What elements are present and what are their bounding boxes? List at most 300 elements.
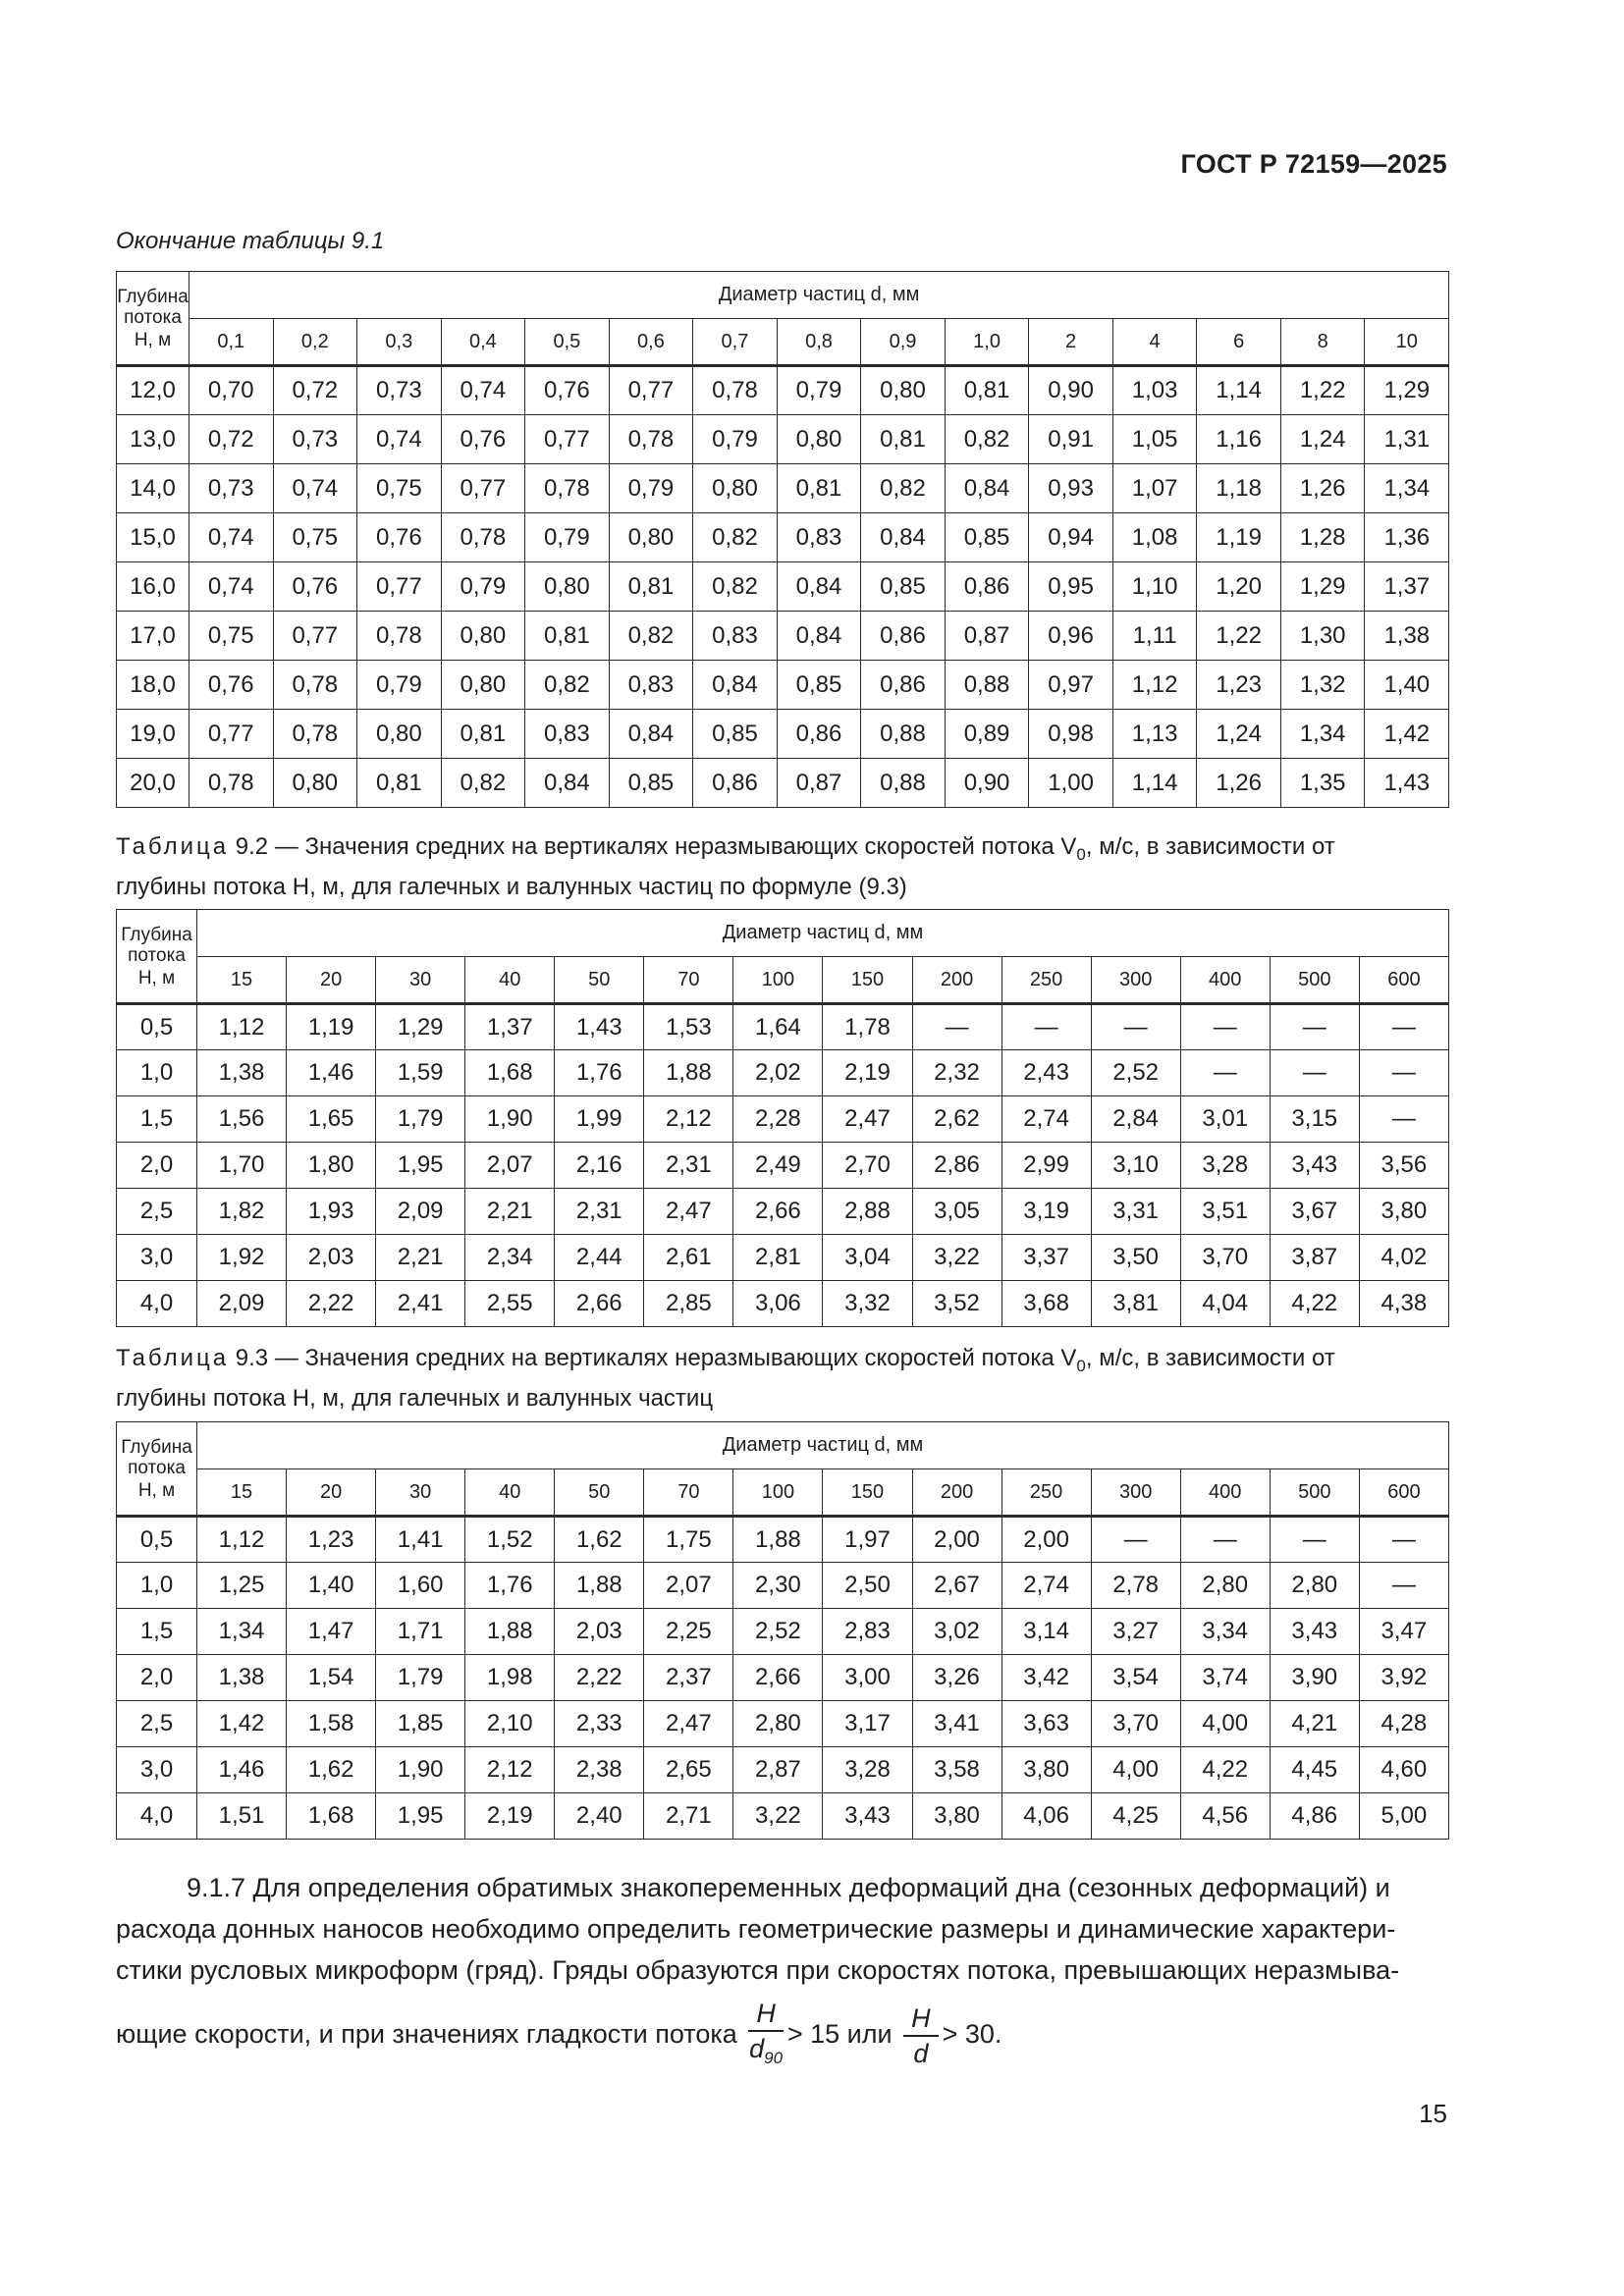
value-cell: 1,37 xyxy=(465,1004,555,1050)
value-cell: 1,95 xyxy=(376,1143,465,1189)
value-cell: 2,07 xyxy=(644,1563,733,1609)
value-cell: 1,70 xyxy=(197,1143,287,1189)
value-cell: 2,34 xyxy=(465,1235,555,1281)
value-cell: 1,51 xyxy=(197,1793,287,1840)
value-cell: 2,80 xyxy=(733,1701,823,1747)
value-cell: 3,90 xyxy=(1270,1655,1359,1701)
row-header-depth: Глубина потока H, м xyxy=(117,910,197,1004)
value-cell: 0,80 xyxy=(441,661,525,710)
value-cell: 0,79 xyxy=(357,661,442,710)
value-cell: 0,74 xyxy=(357,415,442,464)
value-cell: 1,82 xyxy=(197,1189,287,1235)
value-cell: 3,50 xyxy=(1091,1235,1180,1281)
value-cell: 4,56 xyxy=(1180,1793,1270,1840)
value-cell: 1,59 xyxy=(376,1050,465,1096)
table-9-2 xyxy=(116,909,1449,1327)
value-cell: 0,88 xyxy=(945,661,1029,710)
value-cell: 0,79 xyxy=(777,366,861,415)
value-cell: 0,81 xyxy=(357,759,442,808)
value-cell: 1,68 xyxy=(465,1050,555,1096)
column-header: 0,1 xyxy=(189,319,274,366)
value-cell: 1,19 xyxy=(287,1004,376,1050)
table-row xyxy=(117,1143,1449,1189)
value-cell: 3,81 xyxy=(1091,1281,1180,1327)
table-row xyxy=(117,1563,1449,1609)
value-cell: 2,38 xyxy=(555,1747,644,1793)
depth-cell: 13,0 xyxy=(117,415,189,464)
value-cell: 0,74 xyxy=(189,513,274,562)
value-cell: 3,27 xyxy=(1091,1609,1180,1655)
value-cell: 2,31 xyxy=(644,1143,733,1189)
value-cell: 1,18 xyxy=(1197,464,1281,513)
column-header: 70 xyxy=(644,957,733,1004)
value-cell: 1,08 xyxy=(1112,513,1197,562)
value-cell: 3,68 xyxy=(1001,1281,1091,1327)
value-cell: 0,81 xyxy=(609,562,693,612)
value-cell: 1,75 xyxy=(644,1517,733,1563)
value-cell: — xyxy=(912,1004,1001,1050)
column-header: 500 xyxy=(1270,957,1359,1004)
depth-cell: 16,0 xyxy=(117,562,189,612)
paragraph-line-formula: ющие скорости, и при значениях гладкости потока $\frac{H}{d_{90}}$ > 15 или $\frac{H}{d}$ > 30. xyxy=(116,1997,1448,2075)
value-cell: — xyxy=(1359,1050,1448,1096)
value-cell: 2,65 xyxy=(644,1747,733,1793)
value-cell: 2,74 xyxy=(1001,1096,1091,1143)
depth-cell: 0,5 xyxy=(117,1004,197,1050)
value-cell: 0,90 xyxy=(945,759,1029,808)
value-cell: 3,80 xyxy=(912,1793,1001,1840)
column-header: 200 xyxy=(912,1469,1001,1517)
header-particle-diameter: Диаметр частиц d, мм xyxy=(197,910,1449,957)
value-cell: 2,03 xyxy=(555,1609,644,1655)
value-cell: 5,00 xyxy=(1359,1793,1448,1840)
table-row xyxy=(117,1747,1449,1793)
value-cell: 2,25 xyxy=(644,1609,733,1655)
depth-cell: 0,5 xyxy=(117,1517,197,1563)
depth-cell: 20,0 xyxy=(117,759,189,808)
value-cell: — xyxy=(1359,1517,1448,1563)
value-cell: 3,43 xyxy=(1270,1143,1359,1189)
value-cell: 1,98 xyxy=(465,1655,555,1701)
value-cell: 1,35 xyxy=(1280,759,1365,808)
column-header: 150 xyxy=(823,957,912,1004)
value-cell: 1,29 xyxy=(1280,562,1365,612)
value-cell: 1,56 xyxy=(197,1096,287,1143)
value-cell: 0,74 xyxy=(273,464,357,513)
value-cell: 0,81 xyxy=(777,464,861,513)
value-cell: 0,95 xyxy=(1029,562,1113,612)
value-cell: 1,20 xyxy=(1197,562,1281,612)
value-cell: 1,43 xyxy=(555,1004,644,1050)
value-cell: 3,67 xyxy=(1270,1189,1359,1235)
value-cell: 4,25 xyxy=(1091,1793,1180,1840)
value-cell: 2,47 xyxy=(644,1189,733,1235)
depth-cell: 19,0 xyxy=(117,710,189,759)
value-cell: 1,79 xyxy=(376,1655,465,1701)
value-cell: 0,86 xyxy=(945,562,1029,612)
value-cell: 2,31 xyxy=(555,1189,644,1235)
value-cell: 1,88 xyxy=(644,1050,733,1096)
table-row xyxy=(117,1004,1449,1050)
value-cell: 2,49 xyxy=(733,1143,823,1189)
value-cell: 1,25 xyxy=(197,1563,287,1609)
column-header: 600 xyxy=(1359,957,1448,1004)
value-cell: 0,88 xyxy=(861,710,946,759)
value-cell: 0,90 xyxy=(1029,366,1113,415)
value-cell: 1,23 xyxy=(287,1517,376,1563)
column-header: 1,0 xyxy=(945,319,1029,366)
value-cell: 0,97 xyxy=(1029,661,1113,710)
value-cell: 3,80 xyxy=(1359,1189,1448,1235)
page-number: 15 xyxy=(1419,2099,1447,2128)
value-cell: 3,22 xyxy=(912,1235,1001,1281)
table-row xyxy=(117,710,1449,759)
value-cell: 1,34 xyxy=(1280,710,1365,759)
value-cell: — xyxy=(1180,1004,1270,1050)
value-cell: 1,43 xyxy=(1365,759,1449,808)
value-cell: 2,41 xyxy=(376,1281,465,1327)
table-9-2-title: Таблица 9.2 — Значения средних на вертикалях неразмывающих скоростей потока $V_0$, м/с, в зависимости от глубины потока H, м, для галечных и валунных частиц по формуле (9.3) xyxy=(116,833,1335,900)
paragraph-line: 9.1.7 Для определения обратимых знакопеременных деформаций дна (сезонных деформаций) и xyxy=(187,1873,1390,1902)
value-cell: 2,00 xyxy=(912,1517,1001,1563)
value-cell: 2,21 xyxy=(376,1235,465,1281)
value-cell: 0,73 xyxy=(189,464,274,513)
value-cell: 3,22 xyxy=(733,1793,823,1840)
value-cell: 0,86 xyxy=(861,612,946,661)
value-cell: 2,78 xyxy=(1091,1563,1180,1609)
value-cell: 1,90 xyxy=(376,1747,465,1793)
value-cell: 2,81 xyxy=(733,1235,823,1281)
table-row xyxy=(117,1050,1449,1096)
value-cell: 1,97 xyxy=(823,1517,912,1563)
value-cell: 0,85 xyxy=(777,661,861,710)
value-cell: 0,81 xyxy=(945,366,1029,415)
value-cell: 0,78 xyxy=(693,366,778,415)
value-cell: 3,92 xyxy=(1359,1655,1448,1701)
value-cell: 3,19 xyxy=(1001,1189,1091,1235)
value-cell: 3,01 xyxy=(1180,1096,1270,1143)
value-cell: 0,80 xyxy=(777,415,861,464)
value-cell: 1,71 xyxy=(376,1609,465,1655)
value-cell: 0,77 xyxy=(441,464,525,513)
value-cell: 0,85 xyxy=(945,513,1029,562)
value-cell: 2,74 xyxy=(1001,1563,1091,1609)
value-cell: 0,81 xyxy=(525,612,610,661)
value-cell: 1,53 xyxy=(644,1004,733,1050)
value-cell: 0,78 xyxy=(525,464,610,513)
value-cell: 1,64 xyxy=(733,1004,823,1050)
value-cell: 2,66 xyxy=(733,1189,823,1235)
value-cell: 0,75 xyxy=(189,612,274,661)
value-cell: 4,04 xyxy=(1180,1281,1270,1327)
depth-cell: 14,0 xyxy=(117,464,189,513)
value-cell: 2,88 xyxy=(823,1189,912,1235)
depth-cell: 1,5 xyxy=(117,1096,197,1143)
column-header: 8 xyxy=(1280,319,1365,366)
value-cell: 0,79 xyxy=(441,562,525,612)
column-header: 250 xyxy=(1001,957,1091,1004)
value-cell: 1,13 xyxy=(1112,710,1197,759)
value-cell: 2,85 xyxy=(644,1281,733,1327)
value-cell: 2,43 xyxy=(1001,1050,1091,1096)
value-cell: 1,88 xyxy=(555,1563,644,1609)
value-cell: 2,19 xyxy=(465,1793,555,1840)
value-cell: 1,79 xyxy=(376,1096,465,1143)
value-cell: 0,73 xyxy=(273,415,357,464)
value-cell: 2,12 xyxy=(465,1747,555,1793)
column-header: 4 xyxy=(1112,319,1197,366)
value-cell: 3,41 xyxy=(912,1701,1001,1747)
value-cell: 0,80 xyxy=(609,513,693,562)
value-cell: 3,80 xyxy=(1001,1747,1091,1793)
value-cell: 3,28 xyxy=(823,1747,912,1793)
value-cell: 0,82 xyxy=(945,415,1029,464)
table-row xyxy=(117,661,1449,710)
value-cell: 0,83 xyxy=(609,661,693,710)
table-row xyxy=(117,1096,1449,1143)
column-header: 0,3 xyxy=(357,319,442,366)
value-cell: 0,82 xyxy=(693,513,778,562)
table-row xyxy=(117,1793,1449,1840)
value-cell: 3,34 xyxy=(1180,1609,1270,1655)
value-cell: 1,38 xyxy=(1365,612,1449,661)
value-cell: 1,46 xyxy=(287,1050,376,1096)
value-cell: 2,99 xyxy=(1001,1143,1091,1189)
value-cell: 0,78 xyxy=(273,661,357,710)
value-cell: 2,02 xyxy=(733,1050,823,1096)
value-cell: 4,86 xyxy=(1270,1793,1359,1840)
value-cell: 1,62 xyxy=(287,1747,376,1793)
column-header: 200 xyxy=(912,957,1001,1004)
value-cell: 2,30 xyxy=(733,1563,823,1609)
value-cell: 3,87 xyxy=(1270,1235,1359,1281)
value-cell: 3,42 xyxy=(1001,1655,1091,1701)
value-cell: — xyxy=(1270,1004,1359,1050)
value-cell: 3,47 xyxy=(1359,1609,1448,1655)
value-cell: 0,87 xyxy=(777,759,861,808)
value-cell: 4,02 xyxy=(1359,1235,1448,1281)
value-cell: 0,94 xyxy=(1029,513,1113,562)
column-header: 250 xyxy=(1001,1469,1091,1517)
value-cell: — xyxy=(1270,1517,1359,1563)
column-header: 50 xyxy=(555,1469,644,1517)
value-cell: — xyxy=(1180,1050,1270,1096)
value-cell: 1,36 xyxy=(1365,513,1449,562)
value-cell: 4,06 xyxy=(1001,1793,1091,1840)
table-row xyxy=(117,1235,1449,1281)
value-cell: 2,19 xyxy=(823,1050,912,1096)
value-cell: 3,04 xyxy=(823,1235,912,1281)
column-header: 20 xyxy=(287,957,376,1004)
value-cell: 1,12 xyxy=(197,1517,287,1563)
value-cell: 0,81 xyxy=(441,710,525,759)
header-particle-diameter: Диаметр частиц d, мм xyxy=(189,272,1449,319)
value-cell: 2,28 xyxy=(733,1096,823,1143)
value-cell: 2,83 xyxy=(823,1609,912,1655)
value-cell: 2,66 xyxy=(555,1281,644,1327)
table-row xyxy=(117,464,1449,513)
value-cell: 2,67 xyxy=(912,1563,1001,1609)
depth-cell: 2,5 xyxy=(117,1189,197,1235)
table-row xyxy=(117,1655,1449,1701)
row-header-depth: Глубина потока H, м xyxy=(117,1422,197,1517)
value-cell: 1,93 xyxy=(287,1189,376,1235)
value-cell: 0,76 xyxy=(273,562,357,612)
value-cell: 0,81 xyxy=(861,415,946,464)
table-row xyxy=(117,1517,1449,1563)
column-header: 0,9 xyxy=(861,319,946,366)
value-cell: 2,47 xyxy=(644,1701,733,1747)
value-cell: 0,84 xyxy=(777,612,861,661)
value-cell: 2,00 xyxy=(1001,1517,1091,1563)
value-cell: 1,11 xyxy=(1112,612,1197,661)
paragraph-9-1-7 xyxy=(116,1867,1448,2075)
value-cell: 2,44 xyxy=(555,1235,644,1281)
value-cell: 3,70 xyxy=(1180,1235,1270,1281)
value-cell: 1,16 xyxy=(1197,415,1281,464)
value-cell: 1,10 xyxy=(1112,562,1197,612)
value-cell: 2,80 xyxy=(1180,1563,1270,1609)
value-cell: 2,32 xyxy=(912,1050,1001,1096)
value-cell: 1,52 xyxy=(465,1517,555,1563)
value-cell: 0,79 xyxy=(525,513,610,562)
table-row xyxy=(117,1189,1449,1235)
value-cell: 1,80 xyxy=(287,1143,376,1189)
depth-cell: 1,5 xyxy=(117,1609,197,1655)
column-header: 0,4 xyxy=(441,319,525,366)
value-cell: 1,34 xyxy=(197,1609,287,1655)
value-cell: 2,52 xyxy=(733,1609,823,1655)
column-header: 30 xyxy=(376,1469,465,1517)
value-cell: 1,05 xyxy=(1112,415,1197,464)
value-cell: 3,51 xyxy=(1180,1189,1270,1235)
table-row xyxy=(117,562,1449,612)
depth-cell: 15,0 xyxy=(117,513,189,562)
value-cell: 2,22 xyxy=(555,1655,644,1701)
value-cell: 0,80 xyxy=(357,710,442,759)
depth-cell: 12,0 xyxy=(117,366,189,415)
value-cell: 0,77 xyxy=(189,710,274,759)
depth-cell: 3,0 xyxy=(117,1235,197,1281)
value-cell: 3,74 xyxy=(1180,1655,1270,1701)
value-cell: 2,22 xyxy=(287,1281,376,1327)
value-cell: 3,32 xyxy=(823,1281,912,1327)
value-cell: — xyxy=(1001,1004,1091,1050)
value-cell: 1,29 xyxy=(376,1004,465,1050)
column-header: 150 xyxy=(823,1469,912,1517)
value-cell: 0,70 xyxy=(189,366,274,415)
value-cell: 3,06 xyxy=(733,1281,823,1327)
value-cell: 0,80 xyxy=(441,612,525,661)
column-header: 400 xyxy=(1180,957,1270,1004)
value-cell: 0,76 xyxy=(525,366,610,415)
column-header: 0,7 xyxy=(693,319,778,366)
value-cell: 1,41 xyxy=(376,1517,465,1563)
column-header: 6 xyxy=(1197,319,1281,366)
value-cell: 0,76 xyxy=(189,661,274,710)
column-header: 30 xyxy=(376,957,465,1004)
value-cell: 0,82 xyxy=(693,562,778,612)
value-cell: 1,47 xyxy=(287,1609,376,1655)
header-particle-diameter: Диаметр частиц d, мм xyxy=(197,1422,1449,1469)
value-cell: 0,98 xyxy=(1029,710,1113,759)
column-header: 40 xyxy=(465,1469,555,1517)
table-row xyxy=(117,612,1449,661)
value-cell: 0,89 xyxy=(945,710,1029,759)
fraction-h-over-d90: $\frac{H}{d_{90}}$ xyxy=(749,1999,784,2067)
value-cell: 2,66 xyxy=(733,1655,823,1701)
value-cell: 1,38 xyxy=(197,1655,287,1701)
value-cell: 0,77 xyxy=(273,612,357,661)
table-9-1-continuation-caption: Окончание таблицы 9.1 xyxy=(116,228,385,254)
value-cell: 1,58 xyxy=(287,1701,376,1747)
value-cell: 1,42 xyxy=(1365,710,1449,759)
column-header: 100 xyxy=(733,1469,823,1517)
value-cell: 2,03 xyxy=(287,1235,376,1281)
value-cell: 0,79 xyxy=(609,464,693,513)
value-cell: 0,82 xyxy=(525,661,610,710)
paragraph-line: расхода донных наносов необходимо определить геометрические размеры и динамические характери- xyxy=(116,1914,1396,1944)
value-cell: 0,84 xyxy=(525,759,610,808)
value-cell: 1,95 xyxy=(376,1793,465,1840)
value-cell: 1,38 xyxy=(197,1050,287,1096)
value-cell: — xyxy=(1359,1004,1448,1050)
table-9-3 xyxy=(116,1421,1449,1840)
value-cell: 4,60 xyxy=(1359,1747,1448,1793)
value-cell: 0,85 xyxy=(609,759,693,808)
value-cell: 1,07 xyxy=(1112,464,1197,513)
value-cell: 0,82 xyxy=(441,759,525,808)
value-cell: 0,80 xyxy=(273,759,357,808)
value-cell: 0,74 xyxy=(441,366,525,415)
value-cell: 0,78 xyxy=(357,612,442,661)
value-cell: 1,19 xyxy=(1197,513,1281,562)
value-cell: 1,90 xyxy=(465,1096,555,1143)
value-cell: 2,84 xyxy=(1091,1096,1180,1143)
value-cell: 0,73 xyxy=(357,366,442,415)
value-cell: 0,75 xyxy=(357,464,442,513)
depth-cell: 3,0 xyxy=(117,1747,197,1793)
value-cell: 0,91 xyxy=(1029,415,1113,464)
value-cell: 4,21 xyxy=(1270,1701,1359,1747)
value-cell: 1,12 xyxy=(197,1004,287,1050)
table-row xyxy=(117,1701,1449,1747)
value-cell: 3,10 xyxy=(1091,1143,1180,1189)
value-cell: 3,31 xyxy=(1091,1189,1180,1235)
value-cell: 2,07 xyxy=(465,1143,555,1189)
value-cell: 1,78 xyxy=(823,1004,912,1050)
value-cell: 1,23 xyxy=(1197,661,1281,710)
value-cell: 1,88 xyxy=(465,1609,555,1655)
column-header: 0,6 xyxy=(609,319,693,366)
value-cell: 3,52 xyxy=(912,1281,1001,1327)
column-header: 50 xyxy=(555,957,644,1004)
value-cell: 3,02 xyxy=(912,1609,1001,1655)
value-cell: 1,30 xyxy=(1280,612,1365,661)
value-cell: 1,22 xyxy=(1197,612,1281,661)
table-9-1 xyxy=(116,271,1449,808)
value-cell: 0,84 xyxy=(609,710,693,759)
value-cell: 0,72 xyxy=(189,415,274,464)
value-cell: 0,76 xyxy=(441,415,525,464)
value-cell: 1,42 xyxy=(197,1701,287,1747)
value-cell: 3,70 xyxy=(1091,1701,1180,1747)
column-header: 20 xyxy=(287,1469,376,1517)
value-cell: 1,65 xyxy=(287,1096,376,1143)
depth-cell: 2,5 xyxy=(117,1701,197,1747)
value-cell: 1,14 xyxy=(1197,366,1281,415)
value-cell: 3,17 xyxy=(823,1701,912,1747)
